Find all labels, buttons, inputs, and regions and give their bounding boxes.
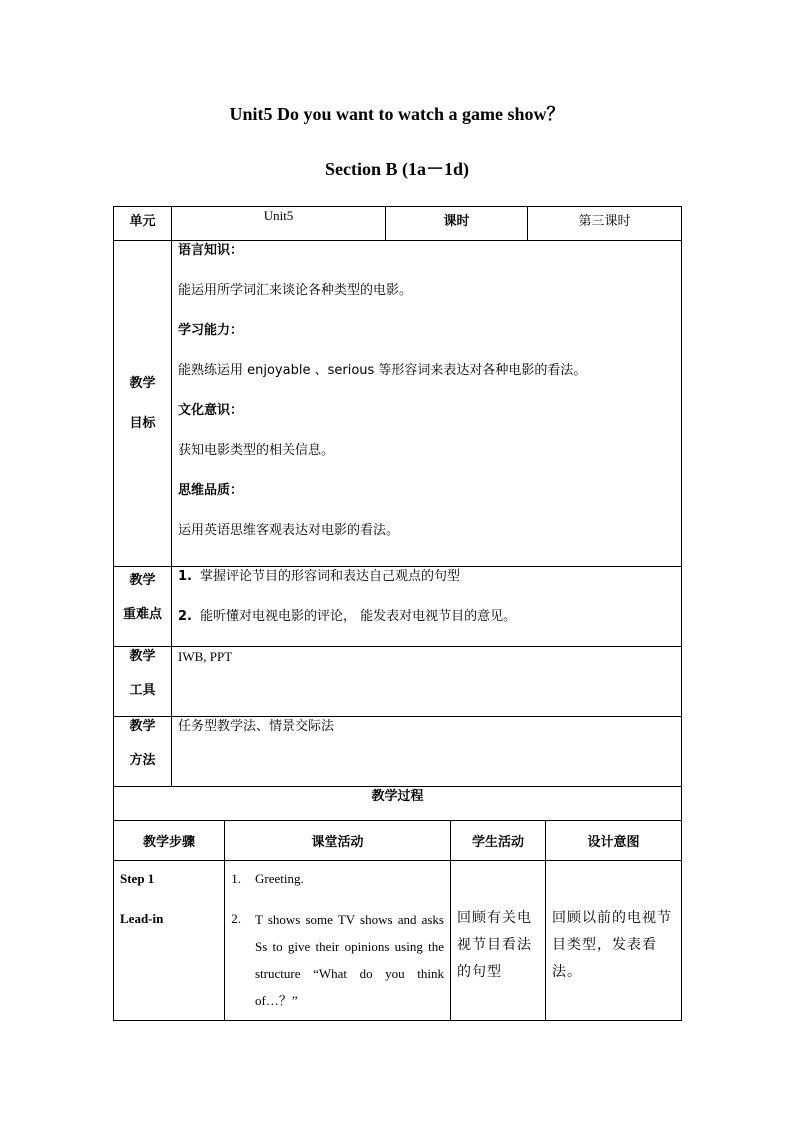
methods-value: 任务型教学法、情景交际法: [172, 717, 682, 787]
key-point-item: [178, 607, 681, 627]
activity-cell: [225, 861, 451, 1021]
key-point-text: 能听懂对电视电影的评论， 能发表对电视节目的意见。: [200, 609, 517, 624]
key-points-label-line2: 重难点: [122, 607, 162, 622]
methods-label-line1: 教学: [129, 719, 156, 734]
tools-label-line1: 教学: [129, 649, 156, 664]
unit-value: Unit5: [172, 207, 386, 241]
activity-number: 2.: [231, 911, 241, 926]
process-table: [113, 820, 682, 1021]
column-header-student: 学生活动: [451, 821, 546, 861]
tools-label: [114, 647, 172, 717]
process-header: 教学过程: [114, 787, 682, 821]
objectives-label-line2: 目标: [129, 415, 156, 431]
activity-text: T shows some TV shows and asks Ss to give their opinions using the structure “What do you think of…？”: [255, 912, 444, 1008]
key-point-number: 1.: [178, 569, 192, 584]
objectives-content: [172, 241, 682, 567]
table-row: [114, 861, 682, 1021]
objective-heading: 文化意识：: [178, 403, 244, 418]
methods-label: [114, 717, 172, 787]
page-title: Unit5 Do you want to watch a game show？: [229, 104, 565, 124]
step-number: Step 1: [120, 871, 155, 886]
page-subtitle: Section B (1a－1d): [325, 159, 469, 179]
activity-number: 1.: [231, 871, 241, 886]
key-points-label: [114, 567, 172, 647]
step-cell: [114, 861, 225, 1021]
objective-text: 运用英语思维客观表达对电影的看法。: [178, 523, 400, 538]
objective-text: 能熟练运用 enjoyable 、serious 等形容词来表达对各种电影的看法。: [178, 363, 587, 378]
objectives-label: [114, 241, 172, 567]
objective-heading: 思维品质：: [178, 483, 244, 498]
objective-heading: 语言知识：: [178, 243, 244, 258]
key-points-label-line1: 教学: [129, 573, 156, 588]
key-point-number: 2.: [178, 609, 192, 624]
activity-text: Greeting.: [255, 871, 304, 886]
column-header-activity: 课堂活动: [225, 821, 451, 861]
key-point-text: 掌握评论节目的形容词和表达自己观点的句型: [200, 569, 461, 584]
step-name: Lead-in: [120, 911, 164, 926]
key-points-content: [172, 567, 682, 647]
unit-label: 单元: [114, 207, 172, 241]
period-value: 第三课时: [528, 207, 682, 241]
objective-text: 获知电影类型的相关信息。: [178, 443, 335, 458]
methods-label-line2: 方法: [129, 753, 156, 768]
tools-value: IWB, PPT: [172, 647, 682, 717]
info-table: [113, 206, 682, 821]
list-item: [225, 869, 444, 889]
design-intent-cell: 回顾以前的电视节目类型，发表看法。: [546, 861, 682, 1021]
objectives-label-line1: 教学: [129, 375, 156, 391]
objective-text: 能运用所学词汇来谈论各种类型的电影。: [178, 283, 413, 298]
activity-list: [225, 869, 444, 1014]
tools-label-line2: 工具: [129, 683, 156, 698]
student-activity-cell: 回顾有关电视节目看法的句型: [451, 861, 546, 1021]
column-header-step: 教学步骤: [114, 821, 225, 861]
column-header-intent: 设计意图: [546, 821, 682, 861]
objective-heading: 学习能力：: [178, 323, 244, 338]
list-item: [225, 909, 444, 1014]
period-label: 课时: [386, 207, 528, 241]
key-point-item: [178, 567, 681, 587]
